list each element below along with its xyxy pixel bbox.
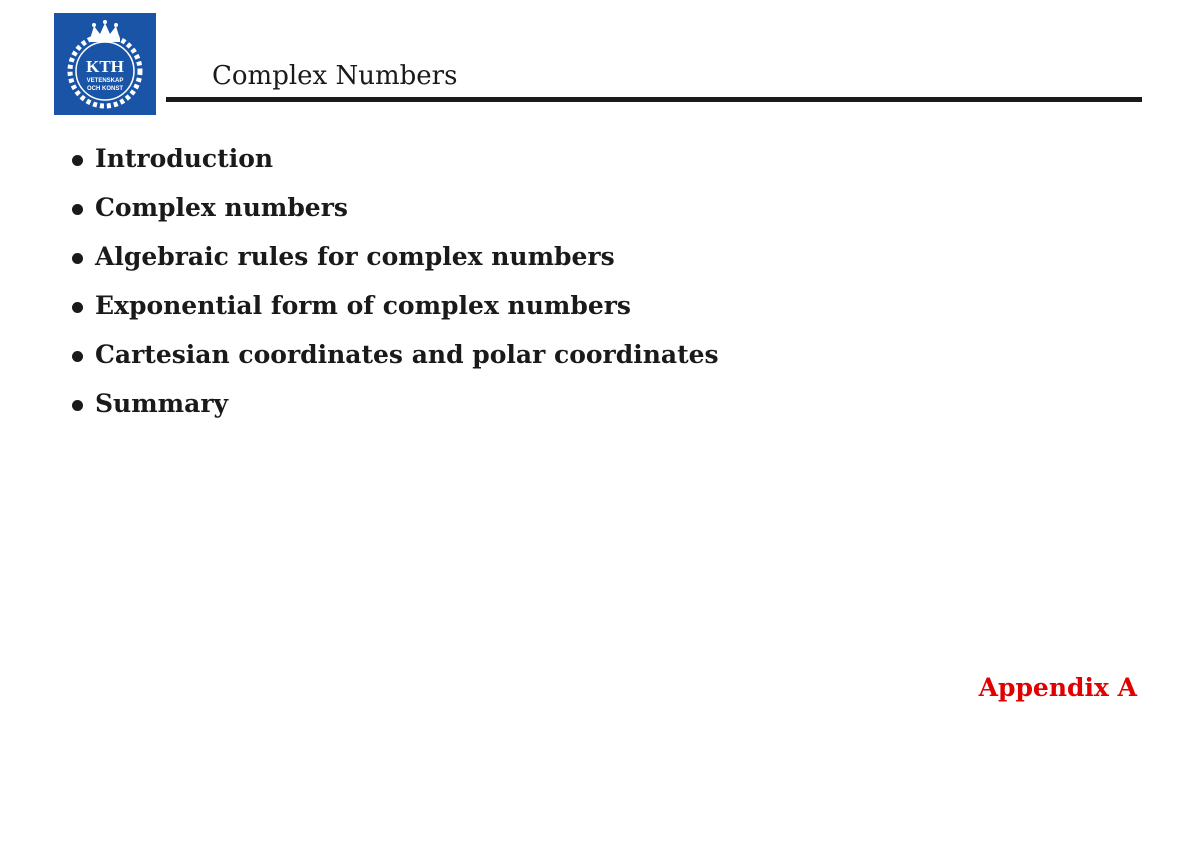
list-item (72, 183, 719, 232)
logo-text-line2: OCH KONST (87, 86, 123, 92)
logo-text-main: KTH (86, 57, 124, 76)
page-title: Complex Numbers (212, 61, 458, 91)
header-divider (166, 97, 1142, 102)
list-item (72, 232, 719, 281)
bullet-icon (72, 155, 83, 166)
bullet-icon (72, 253, 83, 264)
list-item (72, 379, 719, 428)
list-item (72, 134, 719, 183)
list-item (72, 330, 719, 379)
outline-list (72, 134, 719, 428)
list-item-label: Introduction (95, 144, 274, 173)
bullet-icon (72, 204, 83, 215)
bullet-icon (72, 302, 83, 313)
list-item-label: Algebraic rules for complex numbers (95, 242, 615, 271)
kth-logo-icon (54, 13, 156, 115)
list-item-label: Complex numbers (95, 193, 348, 222)
bullet-icon (72, 400, 83, 411)
appendix-link[interactable]: Appendix A (978, 673, 1137, 702)
logo-text-line1: VETENSKAP (86, 78, 124, 84)
list-item-label: Cartesian coordinates and polar coordinates (95, 340, 719, 369)
list-item-label: Exponential form of complex numbers (95, 291, 631, 320)
bullet-icon (72, 351, 83, 362)
kth-logo (54, 13, 156, 115)
list-item-label: Summary (95, 389, 229, 418)
list-item (72, 281, 719, 330)
